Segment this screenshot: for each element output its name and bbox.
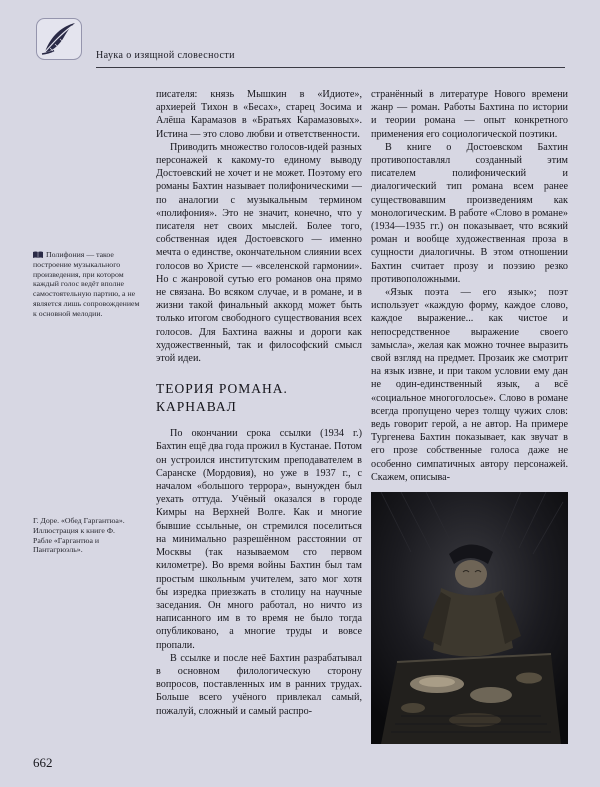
paragraph: В книге о Достоевском Бахтин противопоставлял созданный этим писателем полифонический и диалогический тип романа всем ранее существовавшим произведениям как монологическим. В работе «Слово в романе» (1934—1935 гг.) он показывает, что всякий роман и вообще художественная проза в сущности диалогичны. В этом отношении Бахтин считает прозу и поэзию резко противоположными.	[371, 141, 568, 285]
margin-note-polyphony	[33, 250, 145, 319]
paragraph: «Язык поэта — его язык»; поэт использует «каждую форму, каждое слово, каждое выражение... как чистое и непосредственное выражение своего замысла», желая как можно точнее выразить свой взгляд на предмет. Прозаик же смотрит на язык извне, и при таком условии ему дан не один-единственный язык, а всё «социальное многоголосье». Слово в романе всегда пропущено через толщу чужих слов: ведь говорит герой, а не автор. На примере Тургенева Бахтин показывает, как звучат в его прозе собственные голоса даже не особенно симпатичных автору персонажей. Скажем, описыва-	[371, 287, 568, 483]
paragraph: писателя: князь Мышкин в «Идиоте», архиерей Тихон в «Бесах», старец Зосима и Алёша Карамазов в «Братьях Карамазовых». Истина — это слово любви и ответственности.	[156, 89, 362, 140]
header-rule	[96, 67, 565, 68]
middle-column	[156, 88, 362, 718]
running-head: Наука о изящной словесности	[96, 50, 235, 61]
illustration-caption	[33, 516, 128, 555]
margin-note-text: Полифония — такое построение музыкального произведения, при котором каждый голос ведёт вполне самостоятельную партию, а не является лишь сопровождением к основной мелодии.	[33, 250, 140, 318]
section-heading-line1: ТЕОРИЯ РОМАНА.	[156, 381, 288, 397]
paragraph: странённый в литературе Нового времени жанр — роман. Работы Бахтина по истории и теории романа — опыт конкретного применения его социологической поэтики.	[371, 89, 568, 140]
caption-text: Г. Доре. «Обед Гаргантюа». Иллюстрация к книге Ф. Рабле «Гаргантюа и Пантагрюэль».	[33, 516, 125, 555]
paragraph: Приводить множество голосов-идей разных персонажей к какому-то единому выводу Достоевский не хочет и не может. Поэтому его романы Бахтин называет полифоническими — по аналогии с музыкальным термином «полифония». Это не значит, конечно, что у писателя нет своих мыслей. Более того, собственная идея Достоевского — именно мечта о единстве, окончательном слиянии всех голосов во Христе — «вселенской гармонии». Но с жанровой сутью его романов она прямо не связана. Во всяком случае, и в романе, и в жизни такой финальный аккорд может быть только итогом свободного существования всех голосов. Для Бахтина важны и дороги как художественный, так и философский смысл этой идеи.	[156, 141, 362, 365]
paragraph: По окончании срока ссылки (1934 г.) Бахтин ещё два года прожил в Кустанае. Потом он устроился институтским преподавателем в Саранске (Мордовия), но уже в 1937 г., с началом «большого террора», вынужден был уехать оттуда. Учёный оказался в городе Кимры на Верхней Волге. Как и многие бывшие ссыльные, он стремился поселиться на минимально разрешённом расстоянии от Москвы (так называемом сто первом километре). Во время войны Бахтин был там простым школьным учителем, зато мог хотя бы изредка приезжать в столицу на научные заседания. Он много работал, но ничто из написанного им в то время не было тогда опубликовано, а многие труды и вовсе пропали.	[156, 428, 362, 651]
dore-gargantua-engraving	[371, 492, 568, 744]
quill-logo-icon	[36, 18, 82, 60]
section-heading	[156, 380, 362, 416]
page-number: 662	[33, 755, 53, 770]
section-heading-line2: КАРНАВАЛ	[156, 399, 237, 415]
open-book-icon	[33, 251, 43, 259]
right-column	[371, 88, 568, 744]
paragraph: В ссылке и после неё Бахтин разрабатывал в основном филологическую сторону вопросов, поставленных им в ранних трудах. Больше всего учёного привлекал самый, пожалуй, сложный и самый распро-	[156, 652, 362, 717]
